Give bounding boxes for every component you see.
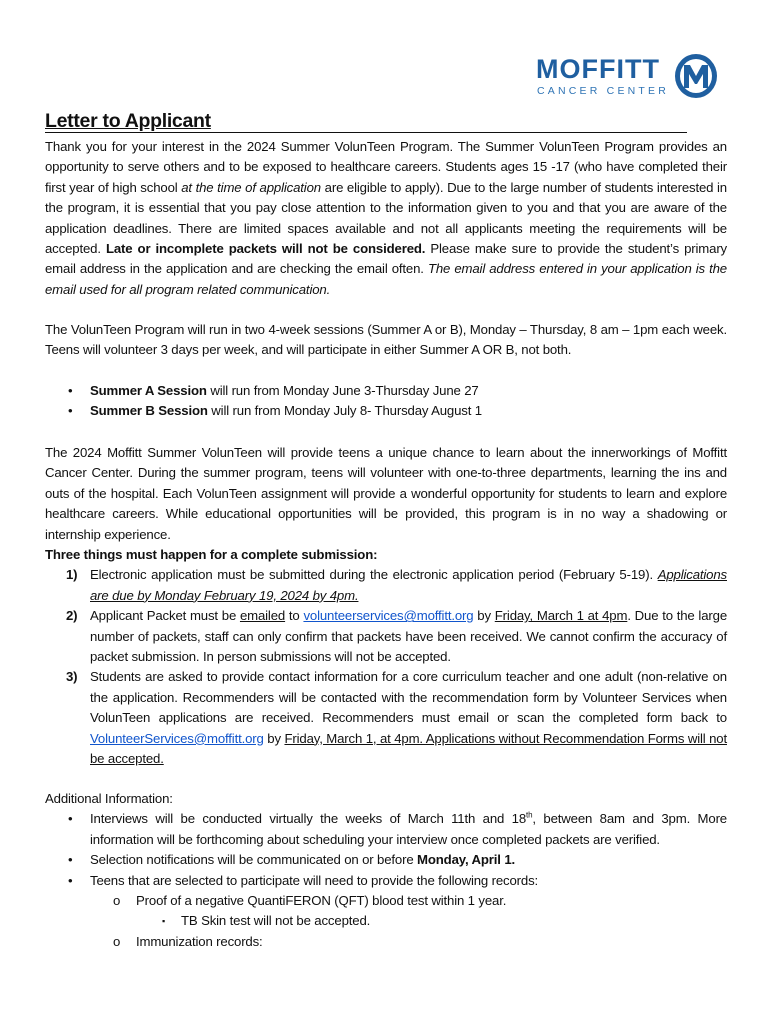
step-number: 2): [66, 608, 78, 624]
list-item: [45, 850, 727, 870]
records-text: Teens that are selected to participate will need to provide the following records:: [90, 872, 539, 888]
intro-paragraph: [45, 137, 727, 300]
list-item: [45, 667, 727, 769]
step2-deadline: Friday, March 1 at 4pm: [494, 608, 628, 624]
intro-text-3: are eligible to apply). Due to the large number of students interested in the program, it is essential that you pay close attention to the information given to you and that you are aware of the application deadlines. There are limited spaces available and not all applicants meeting the requirements will be accepted.: [45, 179, 727, 257]
bullet-marker: •: [68, 403, 73, 419]
step2-emailed: emailed: [239, 608, 286, 624]
circle-marker: o: [113, 893, 121, 909]
sessions-list: [45, 381, 727, 422]
notification-date: Monday, April 1.: [417, 852, 516, 868]
additional-heading: Additional Information:: [45, 791, 173, 806]
program-paragraph: The 2024 Moffitt Summer VolunTeen will provide teens a unique chance to learn about the innerworkings of Moffitt Cancer Center. During the summer program, teens will volunteer with one-to-three departments, learning the ins and outs of the hospital. Each VolunTeen assignment will provide a wonderful opportunity for students to learn and explore healthcare careers. While educational opportunities will be provided, this program is in no way a shadowing or internship experience.: [45, 445, 727, 542]
immunization-text: Immunization records:: [136, 933, 263, 949]
list-item: [45, 606, 727, 667]
intro-text-5: Please make sure to provide the student’s primary email address in the application and are checking the email often.: [45, 241, 728, 277]
step2-text: by: [473, 608, 495, 624]
list-item: [45, 911, 727, 931]
step2-text: to: [285, 608, 304, 624]
intro-text-2: at the time of application: [181, 179, 321, 195]
session-name: Summer A Session: [90, 383, 207, 398]
step3-deadline: Friday, March 1, at 4pm. Applications without Recommendation Forms will not be accepted.: [90, 730, 727, 767]
moffitt-m-icon: [673, 52, 719, 100]
intro-text-6: The email address entered in your application is the email used for all program related communication.: [45, 261, 727, 297]
tb-text: TB Skin test will not be accepted.: [181, 913, 371, 929]
step2-text: . Due to the large number of packets, staff can only confirm that packets have been received. We cannot confirm the accuracy of packet submission. In person submissions will not be accepted.: [90, 608, 728, 665]
step3-text: by: [263, 730, 285, 746]
superscript: th: [526, 811, 533, 821]
steps-section: [45, 545, 727, 769]
list-item: [45, 809, 727, 850]
step2-text: Applicant Packet must be: [90, 608, 240, 624]
list-item: [45, 891, 727, 911]
sessions-paragraph: The VolunTeen Program will run in two 4-week sessions (Summer A or B), Monday – Thursday, 8 am – 1pm each week. Teens will volunteer 3 days per week, and will participate in either Summer A OR B, not both.: [45, 322, 727, 358]
list-item: [45, 932, 727, 952]
qft-text: Proof of a negative QuantiFERON (QFT) blood test within 1 year.: [136, 893, 507, 909]
session-text: will run from Monday June 3-Thursday June 27: [206, 383, 479, 398]
bullet-marker: •: [68, 872, 73, 888]
logo-wordmark: MOFFITT: [536, 54, 660, 84]
bullet-marker: •: [68, 383, 73, 398]
list-item: [45, 381, 727, 401]
circle-marker: o: [113, 933, 121, 949]
interview-text: , between 8am and 3pm. More information will be forthcoming about scheduling your interview once completed packets are verified.: [90, 811, 727, 847]
list-item: [45, 565, 727, 606]
step-number: 1): [66, 567, 78, 583]
step-number: 3): [66, 669, 78, 685]
list-item: [45, 401, 727, 421]
intro-text-1: Thank you for your interest in the 2024 Summer VolunTeen Program. The Summer VolunTeen Program provides an opportunity to serve others and to be exposed to healthcare careers. Students ages 15 -17 (who have completed their first year of high school: [45, 139, 727, 195]
square-marker: ▪: [162, 916, 166, 927]
notification-text: Selection notifications will be communicated on or before: [90, 852, 418, 868]
intro-text-4: Late or incomplete packets will not be considered.: [105, 241, 426, 257]
step1-text: Electronic application must be submitted during the electronic application period (February 5-19).: [90, 567, 658, 583]
bullet-marker: •: [68, 811, 73, 827]
bullet-marker: •: [68, 852, 73, 868]
logo-subtitle: CANCER CENTER: [537, 85, 670, 97]
session-name: Summer B Session: [90, 403, 208, 419]
interview-text: Interviews will be conducted virtually the weeks of March 11th and 18: [90, 811, 527, 827]
step1-deadline: Applications are due by Monday February 19, 2024 by 4pm.: [90, 567, 727, 603]
volunteer-email-link[interactable]: volunteerservices@moffitt.org: [303, 608, 474, 624]
title-rule: [45, 110, 687, 133]
moffitt-logo: [536, 52, 722, 104]
volunteer-email-link-2[interactable]: VolunteerServices@moffitt.org: [90, 730, 264, 746]
session-text: will run from Monday July 8- Thursday August 1: [207, 403, 482, 419]
additional-section: [45, 789, 727, 952]
page-title: Letter to Applicant: [45, 110, 211, 132]
step3-text: Students are asked to provide contact information for a core curriculum teacher and one adult (non-relative on the application. Recommenders will be contacted with the recommendation form by Volunteer Services when VolunTeen applications are received. Recommenders must email or scan the completed form back to: [90, 669, 727, 726]
list-item: [45, 871, 727, 891]
steps-heading: Three things must happen for a complete submission:: [45, 547, 378, 562]
